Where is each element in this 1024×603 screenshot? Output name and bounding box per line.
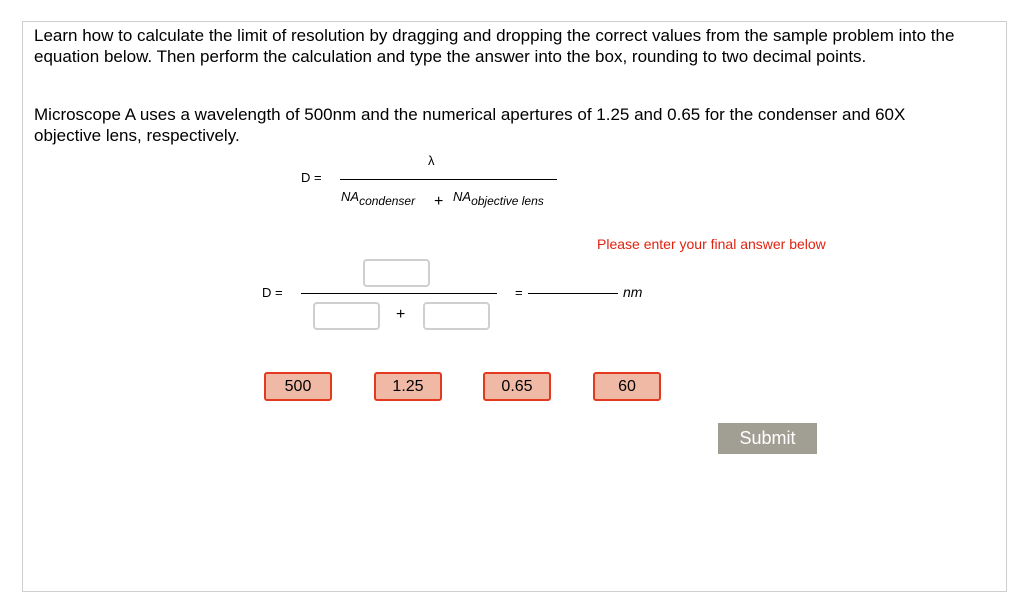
choice-chip-0-65[interactable]: 0.65 [483,372,551,401]
formula-na-objective: NAobjective lens [453,189,544,208]
work-plus: + [396,306,406,323]
formula-fraction-bar [340,179,557,180]
submit-button[interactable]: Submit [718,423,817,454]
work-equals: = [515,285,523,300]
numerator-drop-box[interactable] [363,259,430,287]
problem-text: Microscope A uses a wavelength of 500nm and the numerical apertures of 1.25 and 0.65 for the condenser and 60X objective lens, respectively. [34,105,906,145]
condenser-drop-box[interactable] [313,302,380,330]
answer-input[interactable] [528,293,618,294]
choice-chip-60[interactable]: 60 [593,372,661,401]
formula-lhs: D = [301,170,322,185]
choice-chip-500[interactable]: 500 [264,372,332,401]
answer-note: Please enter your final answer below [597,236,826,252]
choice-chip-1-25[interactable]: 1.25 [374,372,442,401]
instructions-text: Learn how to calculate the limit of resolution by dragging and dropping the correct values from the sample problem into the equation below. Then perform the calculation and type the answer into the box, rounding to two decimal points. [34,26,955,66]
formula-plus: + [434,193,444,210]
unit-label: nm [623,284,643,300]
work-fraction-bar [301,293,497,294]
work-lhs: D = [262,285,283,300]
formula-lambda: λ [428,153,435,168]
formula-na-condenser: NAcondenser [341,189,416,208]
objective-drop-box[interactable] [423,302,490,330]
